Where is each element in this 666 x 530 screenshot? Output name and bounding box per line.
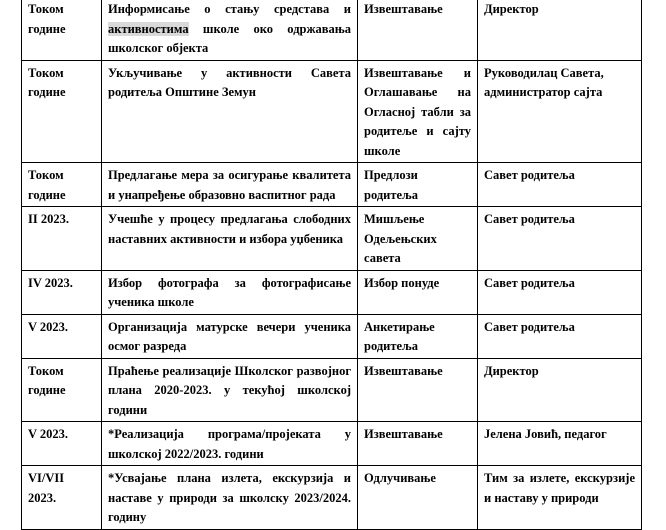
table-row xyxy=(22,314,642,358)
time-cell: Током године xyxy=(22,163,102,207)
activity-cell: Предлагање мера за осигурање квалитета и унапређење образовно васпитног рада xyxy=(102,163,358,207)
time-cell: V 2023. xyxy=(22,314,102,358)
time-cell: Током године xyxy=(22,358,102,422)
time-cell: Током године xyxy=(22,0,102,60)
table-row xyxy=(22,0,642,60)
activity-cell: Организација матурске вечери ученика осмог разреда xyxy=(102,314,358,358)
method-cell: Мишљење Одељењских савета xyxy=(358,207,478,271)
table-row xyxy=(22,422,642,466)
activity-cell: Укључивање у активности Савета родитеља Општине Земун xyxy=(102,60,358,163)
activity-cell: Информисање о стању средстава и активностима школе око одржавања школског објекта xyxy=(102,0,358,60)
activity-cell: Избор фотографа за фотографисање ученика школе xyxy=(102,270,358,314)
activity-plan-table xyxy=(21,0,642,530)
table-row xyxy=(22,466,642,530)
method-cell: Извештавање xyxy=(358,422,478,466)
responsible-cell: Директор xyxy=(478,0,642,60)
activity-cell: *Реализација програма/пројеката у школској 2022/2023. години xyxy=(102,422,358,466)
responsible-cell: Јелена Јовић, педагог xyxy=(478,422,642,466)
method-cell: Предлози родитеља xyxy=(358,163,478,207)
time-cell: V 2023. xyxy=(22,422,102,466)
table-row xyxy=(22,163,642,207)
activity-cell: Учешће у процесу предлагања слободних наставних активности и избора уџбеника xyxy=(102,207,358,271)
responsible-cell: Тим за излете, екскурзије и наставу у природи xyxy=(478,466,642,530)
responsible-cell: Директор xyxy=(478,358,642,422)
method-cell: Извештавање xyxy=(358,0,478,60)
responsible-cell: Савет родитеља xyxy=(478,163,642,207)
table-row xyxy=(22,270,642,314)
method-cell: Избор понуде xyxy=(358,270,478,314)
responsible-cell: Савет родитеља xyxy=(478,314,642,358)
responsible-cell: Савет родитеља xyxy=(478,207,642,271)
time-cell: Током године xyxy=(22,60,102,163)
method-cell: Извештавање и Оглашавање на Огласној табли за родитеље и сајту школе xyxy=(358,60,478,163)
highlighted-word: активностима xyxy=(108,21,189,36)
time-cell: VI/VII 2023. xyxy=(22,466,102,530)
activity-cell: *Усвајање плана излета, екскурзија и наставе у природи за школску 2023/2024. годину xyxy=(102,466,358,530)
time-cell: IV 2023. xyxy=(22,270,102,314)
responsible-cell: Руководилац Савета, администратор сајта xyxy=(478,60,642,163)
method-cell: Одлучивање xyxy=(358,466,478,530)
table-row xyxy=(22,207,642,271)
time-cell: II 2023. xyxy=(22,207,102,271)
table-row xyxy=(22,358,642,422)
responsible-cell: Савет родитеља xyxy=(478,270,642,314)
method-cell: Извештавање xyxy=(358,358,478,422)
table-row xyxy=(22,60,642,163)
activity-cell: Праћење реализације Школског развојног плана 2020-2023. у текућој школској години xyxy=(102,358,358,422)
method-cell: Анкетирање родитеља xyxy=(358,314,478,358)
